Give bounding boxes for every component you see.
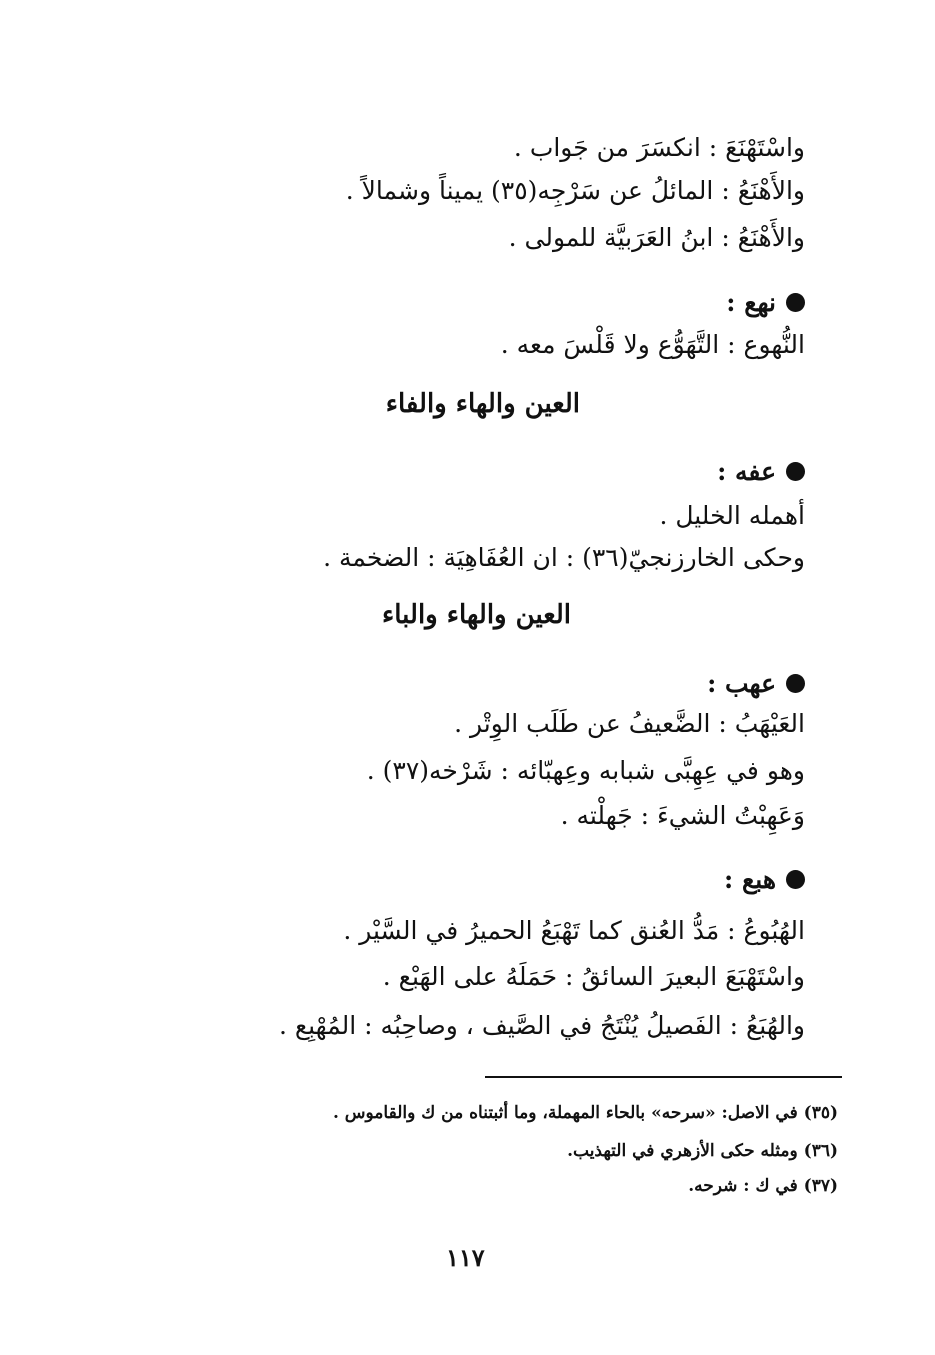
text-line: وحكى الخارزنجيّ(٣٦) : ان العُفَاهِيَة : الضخمة . [323,543,805,572]
entry-heading [726,287,805,319]
page-number: ١١٧ [446,1243,485,1272]
entry-heading [724,864,805,896]
section-title: العين والهاء والباء [382,600,571,630]
text-line: الهُبُوعُ : مَدُّ العُنق كما تَهْبَعُ الحميرُ في السَّيْر . [343,916,805,945]
entry-heading-label: هبع : [724,865,776,894]
text-line: والهُبَعُ : الفَصيلُ يُنْتَجُ في الصَّيف ، وصاحِبُه : المُهْبِع . [278,1011,805,1040]
text-line: والأَهْنَعُ : ابنُ العَرَبيَّة للمولى . [508,223,805,252]
bullet-icon [786,293,805,312]
entry-heading [717,456,805,488]
text-line: النُّهوع : التَّهَوُّع ولا قَلْسَ معه . [500,330,805,359]
entry-heading-label: نهع : [726,288,776,317]
footnote: (٣٧) في ك : شرحه. [688,1176,838,1196]
footnote: (٣٦) ومثله حكى الأزهري في التهذيب. [567,1141,838,1161]
entry-heading-label: عهب : [707,669,776,698]
entry-heading [707,668,805,700]
text-line: والأَهْنَعُ : المائلُ عن سَرْجِه(٣٥) يميناً وشمالاً . [345,176,805,205]
bullet-icon [786,462,805,481]
text-line: واسْتَهْنَعَ : انكسَرَ من جَواب . [513,133,805,162]
text-line: أهمله الخليل . [659,501,805,530]
text-line: وهو في عِهِبَّى شبابه وعِهبّائه : شَرْخه(٣٧) . [366,756,805,785]
footnote-divider [485,1076,842,1078]
bullet-icon [786,674,805,693]
text-line: وَعَهِبْتُ الشيءَ : جَهلْته . [560,801,805,830]
entry-heading-label: عفه : [717,457,776,486]
section-title: العين والهاء والفاء [385,389,580,419]
footnote: (٣٥) في الاصل: «سرحه» بالحاء المهملة، وما أثبتناه من ك والقاموس . [332,1103,838,1123]
text-line: العَيْهَبُ : الضَّعيفُ عن طَلَب الوِتْر . [454,709,805,738]
bullet-icon [786,870,805,889]
text-line: واسْتَهْبَعَ البعيرَ السائقُ : حَمَلَهُ على الهَبْع . [382,962,805,991]
